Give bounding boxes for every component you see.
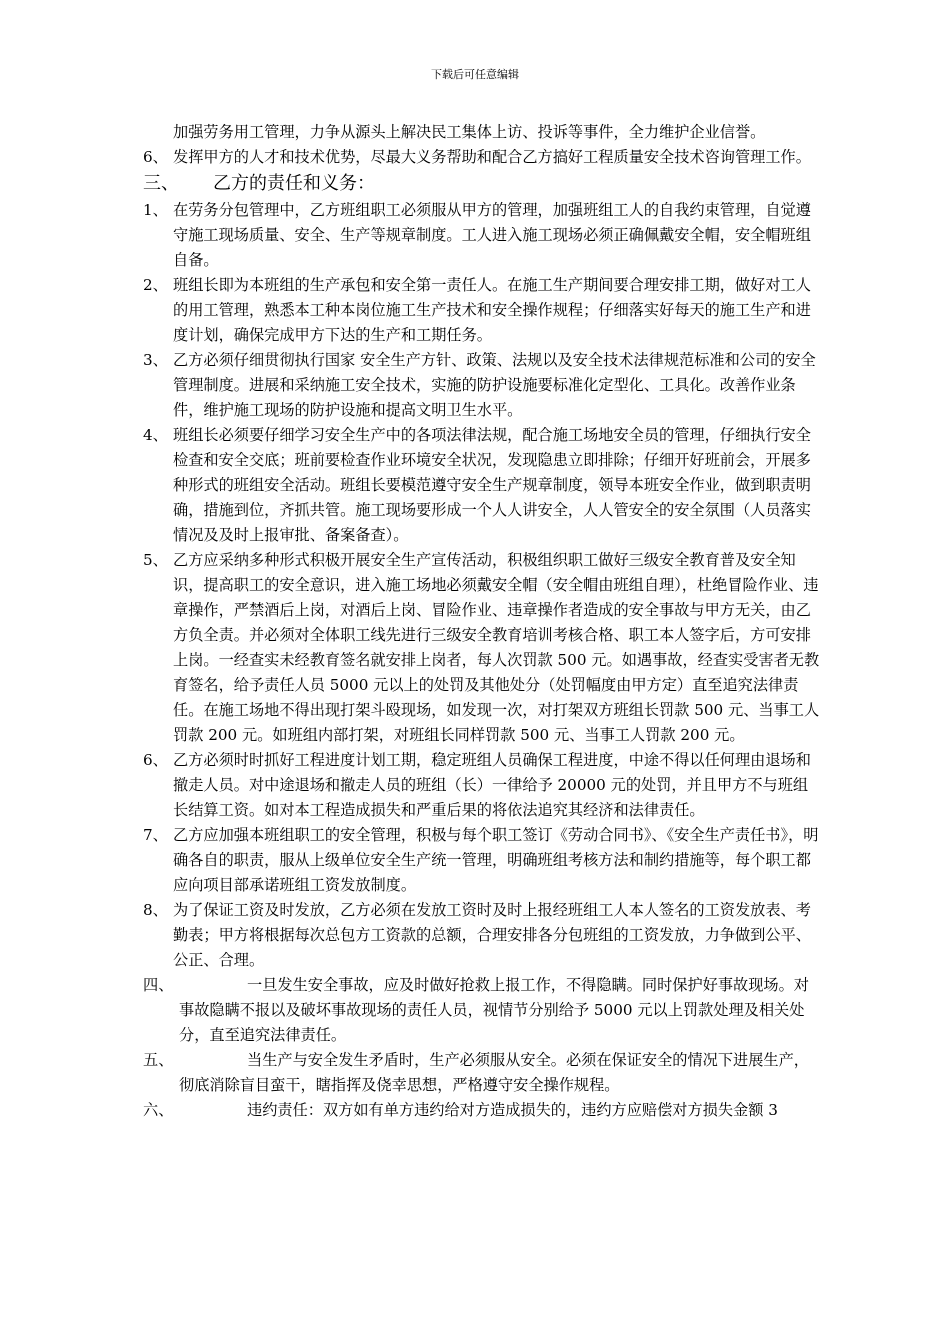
item-number: 6、 bbox=[143, 751, 168, 769]
item-number: 6、 bbox=[143, 148, 168, 166]
list-item bbox=[143, 823, 821, 898]
page-header: 下载后可任意编辑 bbox=[431, 68, 519, 81]
section-paragraph bbox=[143, 1098, 821, 1123]
item-number: 5、 bbox=[143, 551, 168, 569]
section-number: 三、 bbox=[143, 173, 179, 194]
item-number: 3、 bbox=[143, 351, 168, 369]
section-number: 六、 bbox=[143, 1101, 174, 1119]
list-item bbox=[143, 423, 821, 548]
section-number: 五、 bbox=[143, 1051, 174, 1069]
item-text: 乙方必须仔细贯彻执行国家 安全生产方针、政策、法规以及安全技术法律规范标准和公司的安全管理制度。进展和采纳施工安全技术，实施的防护设施要标准化定型化、工具化。改善作业条件，维护施工现场的防护设施和提高文明卫生水平。 bbox=[173, 351, 816, 419]
section-text: 一旦发生安全事故，应及时做好抢救上报工作，不得隐瞒。同时保护好事故现场。对事故隐瞒不报以及破坏事故现场的责任人员，视情节分别给予 5000 元以上罚款处理及相关处分，直至追究法律责任。 bbox=[179, 976, 809, 1044]
list-item bbox=[143, 198, 821, 273]
item-text: 乙方应加强本班组职工的安全管理，积极与每个职工签订《劳动合同书》、《安全生产责任书》，明确各自的职责，服从上级单位安全生产统一管理，明确班组考核方法和制约措施等，每个职工都应向项目部承诺班组工资发放制度。 bbox=[173, 826, 819, 894]
item-text: 班组长即为本班组的生产承包和安全第一责任人。在施工生产期间要合理安排工期，做好对工人的用工管理，熟悉本工种本岗位施工生产技术和安全操作规程；仔细落实好每天的施工生产和进度计划，确保完成甲方下达的生产和工期任务。 bbox=[173, 276, 811, 344]
item-text: 班组长必须要仔细学习安全生产中的各项法律法规，配合施工场地安全员的管理，仔细执行安全检查和安全交底；班前要检查作业环境安全状况，发现隐患立即排除；仔细开好班前会，开展多种形式的班组安全活动。班组长要模范遵守安全生产规章制度，领导本班安全作业，做到职责明确，措施到位，齐抓共管。施工现场要形成一个人人讲安全，人人管安全的安全氛围（人员落实情况及及时上报审批、备案备查）。 bbox=[173, 426, 811, 544]
item-number: 1、 bbox=[143, 201, 168, 219]
section-number: 四、 bbox=[143, 976, 174, 994]
list-item bbox=[143, 145, 821, 170]
section-title: 乙方的责任和义务： bbox=[213, 173, 375, 194]
section-heading bbox=[143, 170, 821, 198]
continuation-paragraph: 加强劳务用工管理，力争从源头上解决民工集体上访、投诉等事件，全力维护企业信誉。 bbox=[173, 123, 766, 141]
item-text: 乙方应采纳多种形式积极开展安全生产宣传活动，积极组织职工做好三级安全教育普及安全知识，提高职工的安全意识，进入施工场地必须戴安全帽（安全帽由班组自理），杜绝冒险作业、违章操作，严禁酒后上岗，对酒后上岗、冒险作业、违章操作者造成的安全事故与甲方无关，由乙方负全责。并必须对全体职工线先进行三级安全教育培训考核合格、职工本人签字后，方可安排上岗。一经查实未经教育签名就安排上岗者，每人次罚款 500 元。如遇事故，经查实受害者无教育签名，给予责任人员 5000 元以上的处罚及其他处分（处罚幅度由甲方定）直至追究法律责任。在施工场地不得出现打架斗殴现场，如发现一次，对打架双方班组长罚款 500 元、当事工人罚款 200 元。如班组内部打架，对班组长同样罚款 500 元、当事工人罚款 200 元。 bbox=[173, 551, 820, 744]
section-paragraph bbox=[143, 973, 821, 1048]
list-item bbox=[143, 748, 821, 823]
item-text: 为了保证工资及时发放，乙方必须在发放工资时及时上报经班组工人本人签名的工资发放表、考勤表；甲方将根据每次总包方工资款的总额，合理安排各分包班组的工资发放，力争做到公平、公正、合理。 bbox=[173, 901, 811, 969]
item-number: 8、 bbox=[143, 901, 168, 919]
list-item bbox=[143, 898, 821, 973]
list-item bbox=[143, 348, 821, 423]
item-number: 2、 bbox=[143, 276, 168, 294]
item-text: 发挥甲方的人才和技术优势，尽最大义务帮助和配合乙方搞好工程质量安全技术咨询管理工作。 bbox=[173, 148, 811, 166]
section-text: 当生产与安全发生矛盾时，生产必须服从安全。必须在保证安全的情况下进展生产，彻底消除盲目蛮干，瞎指挥及侥幸思想，严格遵守安全操作规程。 bbox=[179, 1051, 809, 1094]
section-paragraph bbox=[143, 1048, 821, 1098]
list-item bbox=[143, 548, 821, 748]
item-number: 4、 bbox=[143, 426, 168, 444]
item-number: 7、 bbox=[143, 826, 168, 844]
item-text: 在劳务分包管理中，乙方班组职工必须服从甲方的管理，加强班组工人的自我约束管理，自觉遵守施工现场质量、安全、生产等规章制度。工人进入施工现场必须正确佩戴安全帽，安全帽班组自备。 bbox=[173, 201, 811, 269]
document-body bbox=[143, 120, 821, 1123]
list-item bbox=[143, 273, 821, 348]
section-text: 违约责任：双方如有单方违约给对方造成损失的，违约方应赔偿对方损失金额 3 bbox=[247, 1101, 778, 1119]
item-text: 乙方必须时时抓好工程进度计划工期，稳定班组人员确保工程进度，中途不得以任何理由退场和撤走人员。对中途退场和撤走人员的班组（长）一律给予 20000 元的处罚，并且甲方不与班组长结算工资。如对本工程造成损失和严重后果的将依法追究其经济和法律责任。 bbox=[173, 751, 811, 819]
